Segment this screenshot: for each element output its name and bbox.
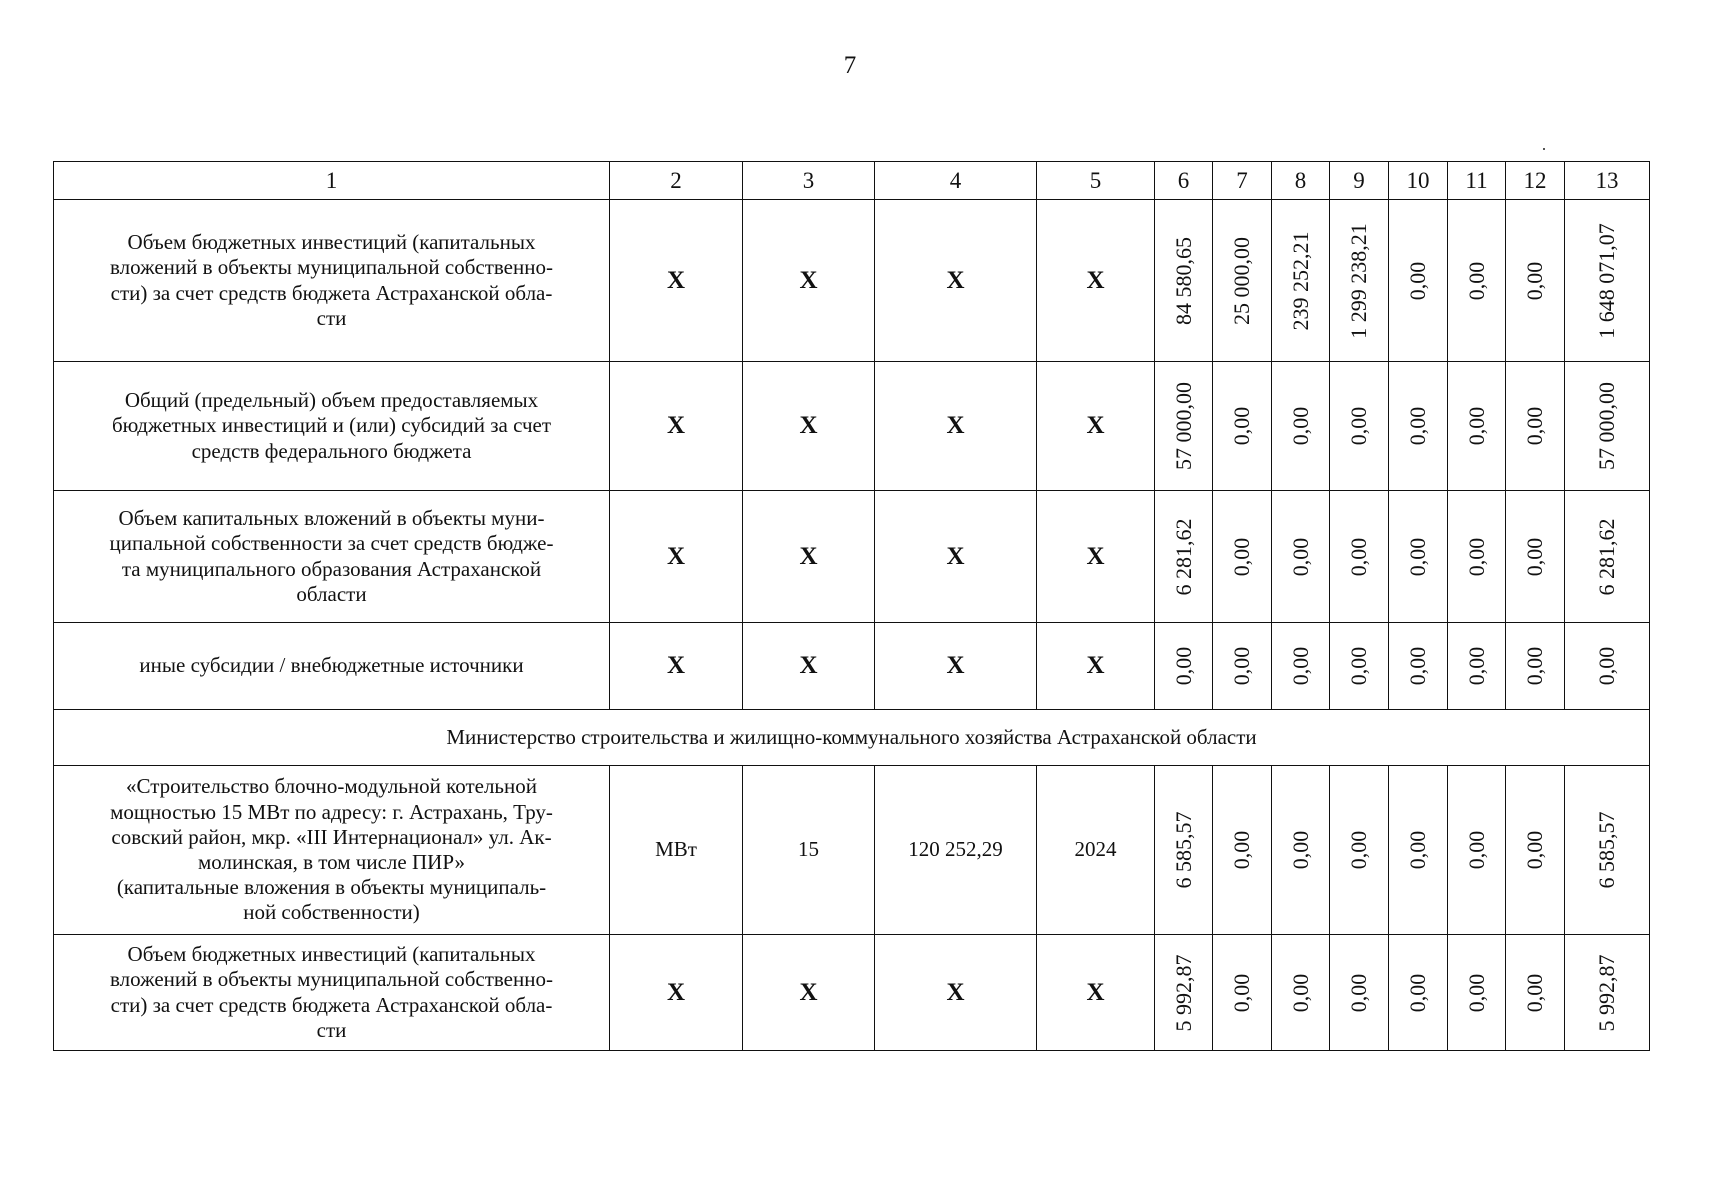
column-header: 11 [1448,162,1506,200]
year-cell: 2024 [1037,766,1155,935]
not-applicable-mark: Х [799,412,818,439]
amount-cell [1389,766,1448,935]
not-applicable-cell [743,200,875,362]
description-line: Общий (предельный) объем предоставляемых [124,388,539,413]
amount-value: 84 580,65 [1170,236,1196,325]
amount-cell [1330,491,1389,623]
not-applicable-cell [1037,491,1155,623]
amount-value: 0,00 [1170,646,1196,686]
amount-cell [1448,623,1506,710]
amount-value: 0,00 [1404,646,1430,686]
description-line: сти) за счет средств бюджета Астраханской обла- [110,280,553,305]
amount-cell [1389,200,1448,362]
section-row [54,710,1650,766]
amount-value: 0,00 [1228,537,1254,576]
amount-value: 57 000,00 [1593,382,1619,470]
amount-cell [1213,766,1272,935]
table-row [54,200,1650,362]
amount-value: 0,00 [1345,646,1371,686]
not-applicable-cell [1037,362,1155,491]
amount-cell [1506,362,1565,491]
amount-value: 0,00 [1404,973,1430,1012]
capacity-cell: 15 [743,766,875,935]
description-line: области [296,581,367,606]
amount-cell [1389,623,1448,710]
page-number: 7 [843,52,857,79]
not-applicable-cell [610,491,743,623]
amount-value: 0,00 [1463,830,1489,870]
not-applicable-cell [610,935,743,1051]
description-line: ной собственности) [243,900,420,925]
column-header: 12 [1506,162,1565,200]
amount-cell [1272,491,1330,623]
row-description [54,935,610,1051]
amount-cell [1506,491,1565,623]
amount-cell [1213,200,1272,362]
not-applicable-cell [743,623,875,710]
amount-cell [1272,200,1330,362]
amount-cell [1155,362,1213,491]
description-line: сти [316,1017,347,1042]
amount-cell [1448,362,1506,491]
amount-cell [1272,623,1330,710]
scan-dot [1543,148,1545,150]
table-row [54,935,1650,1051]
amount-cell [1565,362,1650,491]
table-header-row [54,162,1650,200]
column-header: 10 [1389,162,1448,200]
unit-cell: МВт [610,766,743,935]
description-line: та муниципального образования Астраханской [121,556,542,581]
amount-cell [1330,362,1389,491]
row-description [54,362,610,491]
amount-cell [1213,623,1272,710]
description-line: Объем бюджетных инвестиций (капитальных [127,942,536,967]
not-applicable-mark: Х [946,412,965,439]
amount-value: 0,00 [1463,537,1489,576]
column-header: 3 [743,162,875,200]
amount-cell [1155,491,1213,623]
not-applicable-mark: Х [1086,652,1105,679]
not-applicable-mark: Х [666,412,686,439]
column-header: 4 [875,162,1037,200]
row-description [54,766,610,935]
amount-value: 0,00 [1287,646,1313,686]
amount-value: 0,00 [1521,406,1547,446]
amount-cell [1155,200,1213,362]
amount-cell [1155,623,1213,710]
description-line: средств федерального бюджета [191,438,472,463]
amount-value: 0,00 [1345,973,1371,1012]
amount-value: 6 281,62 [1170,518,1196,595]
not-applicable-cell [875,623,1037,710]
amount-value: 0,00 [1228,406,1254,446]
amount-value: 0,00 [1404,830,1430,870]
amount-cell [1272,362,1330,491]
amount-cell [1565,935,1650,1051]
column-header: 5 [1037,162,1155,200]
column-header: 6 [1155,162,1213,200]
not-applicable-mark: Х [946,652,965,679]
description-line: вложений в объекты муниципальной собственно- [110,967,553,992]
cost-cell: 120 252,29 [875,766,1037,935]
not-applicable-mark: Х [666,652,686,679]
column-header: 9 [1330,162,1389,200]
not-applicable-cell [610,362,743,491]
description-line: вложений в объекты муниципальной собственно- [110,255,553,280]
amount-cell [1330,200,1389,362]
amount-value: 57 000,00 [1170,382,1196,470]
amount-value: 0,00 [1463,261,1489,300]
amount-value: 5 992,87 [1170,954,1196,1031]
amount-cell [1506,935,1565,1051]
not-applicable-cell [1037,623,1155,710]
amount-value: 1 299 238,21 [1345,222,1371,339]
not-applicable-cell [743,491,875,623]
amount-cell [1565,491,1650,623]
column-header: 7 [1213,162,1272,200]
not-applicable-mark: Х [666,266,686,294]
amount-value: 0,00 [1287,537,1313,576]
not-applicable-cell [875,935,1037,1051]
description-line: мощностью 15 МВт по адресу: г. Астрахань, Тру- [110,799,553,824]
not-applicable-cell [743,935,875,1051]
amount-cell [1448,200,1506,362]
table-row [54,491,1650,623]
amount-value: 0,00 [1345,406,1371,446]
amount-cell [1155,766,1213,935]
not-applicable-mark: Х [799,266,818,294]
amount-value: 0,00 [1345,830,1371,870]
amount-value: 1 648 071,07 [1593,222,1619,339]
not-applicable-cell [1037,200,1155,362]
amount-value: 0,00 [1228,646,1254,686]
not-applicable-mark: Х [1086,542,1105,570]
not-applicable-mark: Х [1086,412,1105,439]
amount-value: 0,00 [1404,406,1430,446]
amount-value: 5 992,87 [1593,954,1619,1031]
section-title: Министерство строительства и жилищно-коммунального хозяйства Астраханской области [54,710,1650,766]
amount-cell [1155,935,1213,1051]
not-applicable-cell [610,623,743,710]
amount-value: 0,00 [1228,973,1254,1012]
amount-value: 0,00 [1287,830,1313,870]
amount-cell [1506,200,1565,362]
amount-cell [1213,491,1272,623]
amount-cell [1565,623,1650,710]
amount-value: 0,00 [1404,261,1430,300]
description-line: совский район, мкр. «III Интернационал» ул. Ак- [111,824,552,849]
amount-value: 0,00 [1287,406,1313,446]
description-line: иные субсидии / внебюджетные источники [139,653,524,678]
amount-cell [1213,362,1272,491]
not-applicable-mark: Х [666,542,686,570]
description-line: бюджетных инвестиций и (или) субсидий за счет [111,413,552,438]
not-applicable-cell [743,362,875,491]
description-line: сти) за счет средств бюджета Астраханской обла- [110,992,553,1017]
project-row [54,766,1650,935]
column-header: 13 [1565,162,1650,200]
amount-cell [1389,935,1448,1051]
description-line: сти [316,305,347,330]
amount-cell [1506,766,1565,935]
description-line: (капитальные вложения в объекты муниципаль- [116,875,547,900]
description-line: ципальной собственности за счет средств бюдже- [109,531,554,556]
amount-value: 25 000,00 [1228,236,1254,325]
amount-cell [1565,200,1650,362]
description-line: молинская, в том числе ПИР» [197,850,466,874]
not-applicable-cell [875,362,1037,491]
column-header: 1 [54,162,610,200]
not-applicable-cell [875,200,1037,362]
budget-table [53,161,1650,1051]
not-applicable-mark: Х [799,652,818,679]
not-applicable-mark: Х [666,978,686,1006]
amount-cell [1330,766,1389,935]
not-applicable-mark: Х [799,542,818,570]
amount-cell [1213,935,1272,1051]
amount-cell [1448,766,1506,935]
amount-cell [1448,935,1506,1051]
not-applicable-cell [875,491,1037,623]
amount-cell [1389,362,1448,491]
amount-value: 239 252,21 [1287,231,1313,330]
column-header: 8 [1272,162,1330,200]
amount-cell [1330,623,1389,710]
column-header: 2 [610,162,743,200]
amount-cell [1330,935,1389,1051]
amount-value: 0,00 [1521,261,1547,300]
table-row [54,362,1650,491]
amount-value: 0,00 [1463,973,1489,1012]
amount-value: 0,00 [1287,973,1313,1012]
not-applicable-cell [1037,935,1155,1051]
amount-value: 6 585,57 [1170,811,1196,889]
not-applicable-cell [610,200,743,362]
amount-value: 6 281,62 [1593,518,1619,595]
amount-value: 0,00 [1228,830,1254,870]
description-line: Объем капитальных вложений в объекты муни- [118,506,545,531]
row-description [54,623,610,710]
amount-value: 0,00 [1593,646,1619,686]
amount-cell [1272,935,1330,1051]
row-description [54,200,610,362]
amount-value: 0,00 [1345,537,1371,576]
amount-cell [1565,766,1650,935]
amount-value: 6 585,57 [1593,811,1619,889]
table-row [54,623,1650,710]
not-applicable-mark: Х [946,978,965,1006]
not-applicable-mark: Х [946,542,965,570]
amount-value: 0,00 [1521,646,1547,686]
amount-value: 0,00 [1404,537,1430,576]
not-applicable-mark: Х [1086,978,1105,1006]
row-description [54,491,610,623]
amount-cell [1448,491,1506,623]
amount-value: 0,00 [1521,973,1547,1012]
description-line: Объем бюджетных инвестиций (капитальных [127,230,536,255]
amount-value: 0,00 [1521,830,1547,870]
amount-cell [1272,766,1330,935]
description-line: «Строительство блочно-модульной котельной [126,774,537,799]
not-applicable-mark: Х [1086,266,1105,294]
amount-cell [1389,491,1448,623]
amount-value: 0,00 [1463,646,1489,686]
amount-cell [1506,623,1565,710]
amount-value: 0,00 [1521,537,1547,576]
not-applicable-mark: Х [946,266,965,294]
not-applicable-mark: Х [799,978,818,1006]
amount-value: 0,00 [1463,406,1489,446]
